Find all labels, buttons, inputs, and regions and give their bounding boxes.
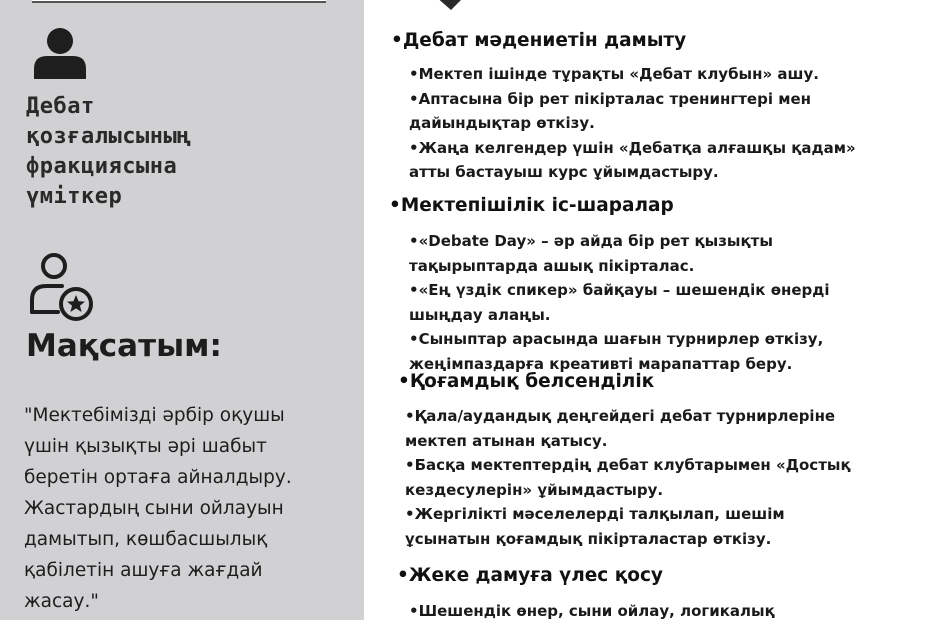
list-item: •Аптасына бір рет пікірталас тренингтері мен: [409, 89, 811, 108]
candidate-title: [26, 92, 346, 212]
list-item: •Басқа мектептердің дебат клубтарымен «Достық: [405, 456, 851, 474]
list-item: •«Debate Day» – әр айда бір рет қызықты: [409, 232, 773, 250]
top-name-box: [32, 0, 326, 3]
goal-line: Жастардың сыни ойлауын: [24, 498, 284, 519]
goal-line: "Мектебімізді әрбір оқушы: [24, 405, 285, 426]
goal-line: жасау.": [24, 591, 99, 612]
goal-text: [24, 400, 354, 617]
top-clipped-logo-icon: [435, 0, 495, 12]
left-panel: [0, 0, 364, 620]
list-item: жеңімпаздарға креативті марапаттар беру.: [409, 354, 793, 373]
list-item: дайындықтар өткізу.: [409, 114, 595, 132]
candidate-line: қозғалысының: [26, 124, 191, 149]
list-item: тақырыптарда ашық пікірталас.: [409, 256, 695, 275]
candidate-line: үміткер: [26, 184, 123, 209]
candidate-line: Дебат: [26, 94, 95, 119]
section-items: [409, 62, 856, 185]
list-item: мектеп атынан қатысу.: [405, 431, 608, 450]
goal-heading: Мақсатым:: [26, 328, 222, 364]
list-item: ұсынатын қоғамдық пікірталастар өткізу.: [405, 529, 772, 548]
list-item: кездесулерін» ұйымдастыру.: [405, 480, 664, 499]
person-icon: [32, 25, 88, 79]
list-item: •«Ең үздік спикер» байқауы – шешендік өнерді: [409, 281, 830, 299]
list-item: •Жаңа келгендер үшін «Дебатқа алғашқы қадам»: [409, 138, 856, 157]
section-title: •Қоғамдық белсенділік: [398, 371, 655, 392]
candidate-line: фракциясына: [26, 154, 178, 179]
section-items: [409, 229, 830, 376]
section-title: •Дебат мәдениетін дамыту: [391, 30, 687, 51]
goal-line: үшін қызықты әрі шабыт: [24, 436, 267, 457]
list-item: •Қала/аудандық деңгейдегі дебат турнирлеріне: [405, 407, 836, 425]
list-item: •Сыныптар арасында шағын турнирлер өткізу,: [409, 330, 824, 348]
section-items: [405, 404, 851, 551]
list-item: •Мектеп ішінде тұрақты «Дебат клубын» ашу.: [409, 65, 819, 83]
goal-user-star-icon: [28, 250, 98, 322]
goal-line: қабілетін ашуға жағдай: [24, 560, 263, 581]
list-item: •Жергілікті мәселелерді талқылап, шешім: [405, 505, 785, 523]
list-item: атты бастауыш курс ұйымдастыру.: [409, 163, 719, 181]
list-item: шыңдау алаңы.: [409, 305, 551, 324]
section-title: •Жеке дамуға үлес қосу: [397, 565, 663, 586]
goal-line: беретін ортаға айналдыру.: [24, 467, 292, 488]
list-item: •Шешендік өнер, сыни ойлау, логикалық: [409, 602, 775, 620]
section-title: •Мектепішілік іс-шаралар: [389, 195, 674, 216]
goal-line: дамытып, көшбасшылық: [24, 529, 268, 550]
